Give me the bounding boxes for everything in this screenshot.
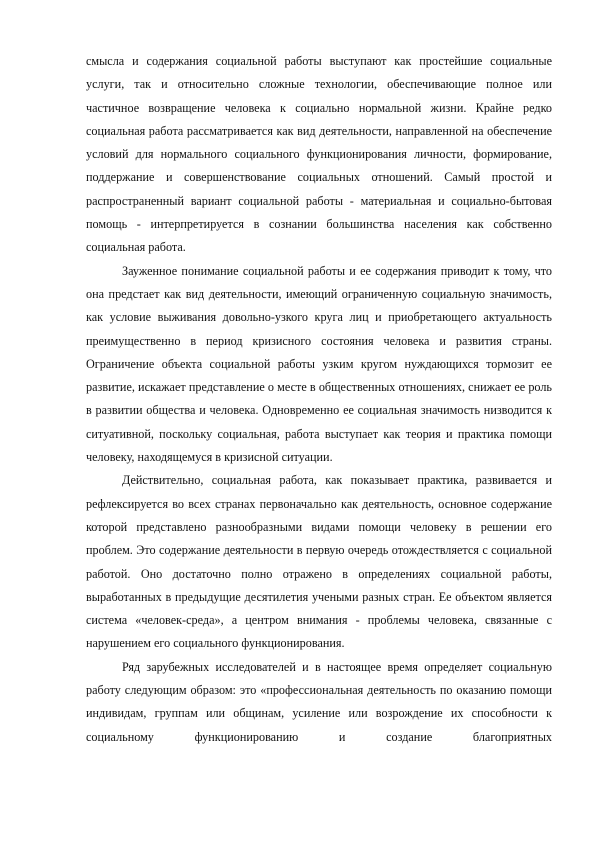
paragraph-2: Зауженное понимание социальной работы и ее содержания приводит к тому, что она предстает как вид деятельности, имеющий ограниченную социальную значимость, как условие выживания довольно-узкого круга лиц и приобретающего актуальность преимущественно в период кризисного состояния человека и развития страны. Ограничение объекта социальной работы узким кругом нуждающихся тормозит ее развитие, искажает представление о месте в общественных отношениях, снижает ее роль в развитии общества и человека. Одновременно ее социальная значимость низводится к ситуативной, поскольку социальная, работа выступает как теория и практика помощи человеку, находящемуся в кризисной ситуации. <box>86 263 552 465</box>
paragraph-3: Действительно, социальная работа, как показывает практика, развивается и рефлексируется во всех странах первоначально как деятельность, основное содержание которой представлено разнообразными видами помощи человеку в решении его проблем. Это содержание деятельности в первую очередь отождествляется с социальной работой. Оно достаточно полно отражено в определениях социальной работы, выработанных в предыдущие десятилетия учеными разных стран. Ее объектом является система «человек-среда», а центром внимания - проблемы человека, связанные с нарушением его социального функционирования. <box>86 473 552 651</box>
paragraph-1: смысла и содержания социальной работы выступают как простейшие социальные услуги, так и относительно сложные технологии, обеспечивающие полное или частичное возвращение человека к социально нормальной жизни. Крайне редко социальная работа рассматривается как вид деятельности, направленной на обеспечение условий для нормального социального функционирования личности, формирование, поддержание и совершенствование социальных отношений. Самый простой и распространенный вариант социальной работы - материальная и социально-бытовая помощь - интерпретируется в сознании большинства населения как собственно социальная работа. <box>86 54 552 255</box>
paragraph-4: Ряд зарубежных исследователей и в настоящее время определяет социальную работу следующим образом: это «профессиональная деятельность по оказанию помощи индивидам, группам или общинам, усиление или возрождение их способности к социальному функционированию и создание благоприятных <box>86 659 552 744</box>
document-page <box>86 50 552 749</box>
